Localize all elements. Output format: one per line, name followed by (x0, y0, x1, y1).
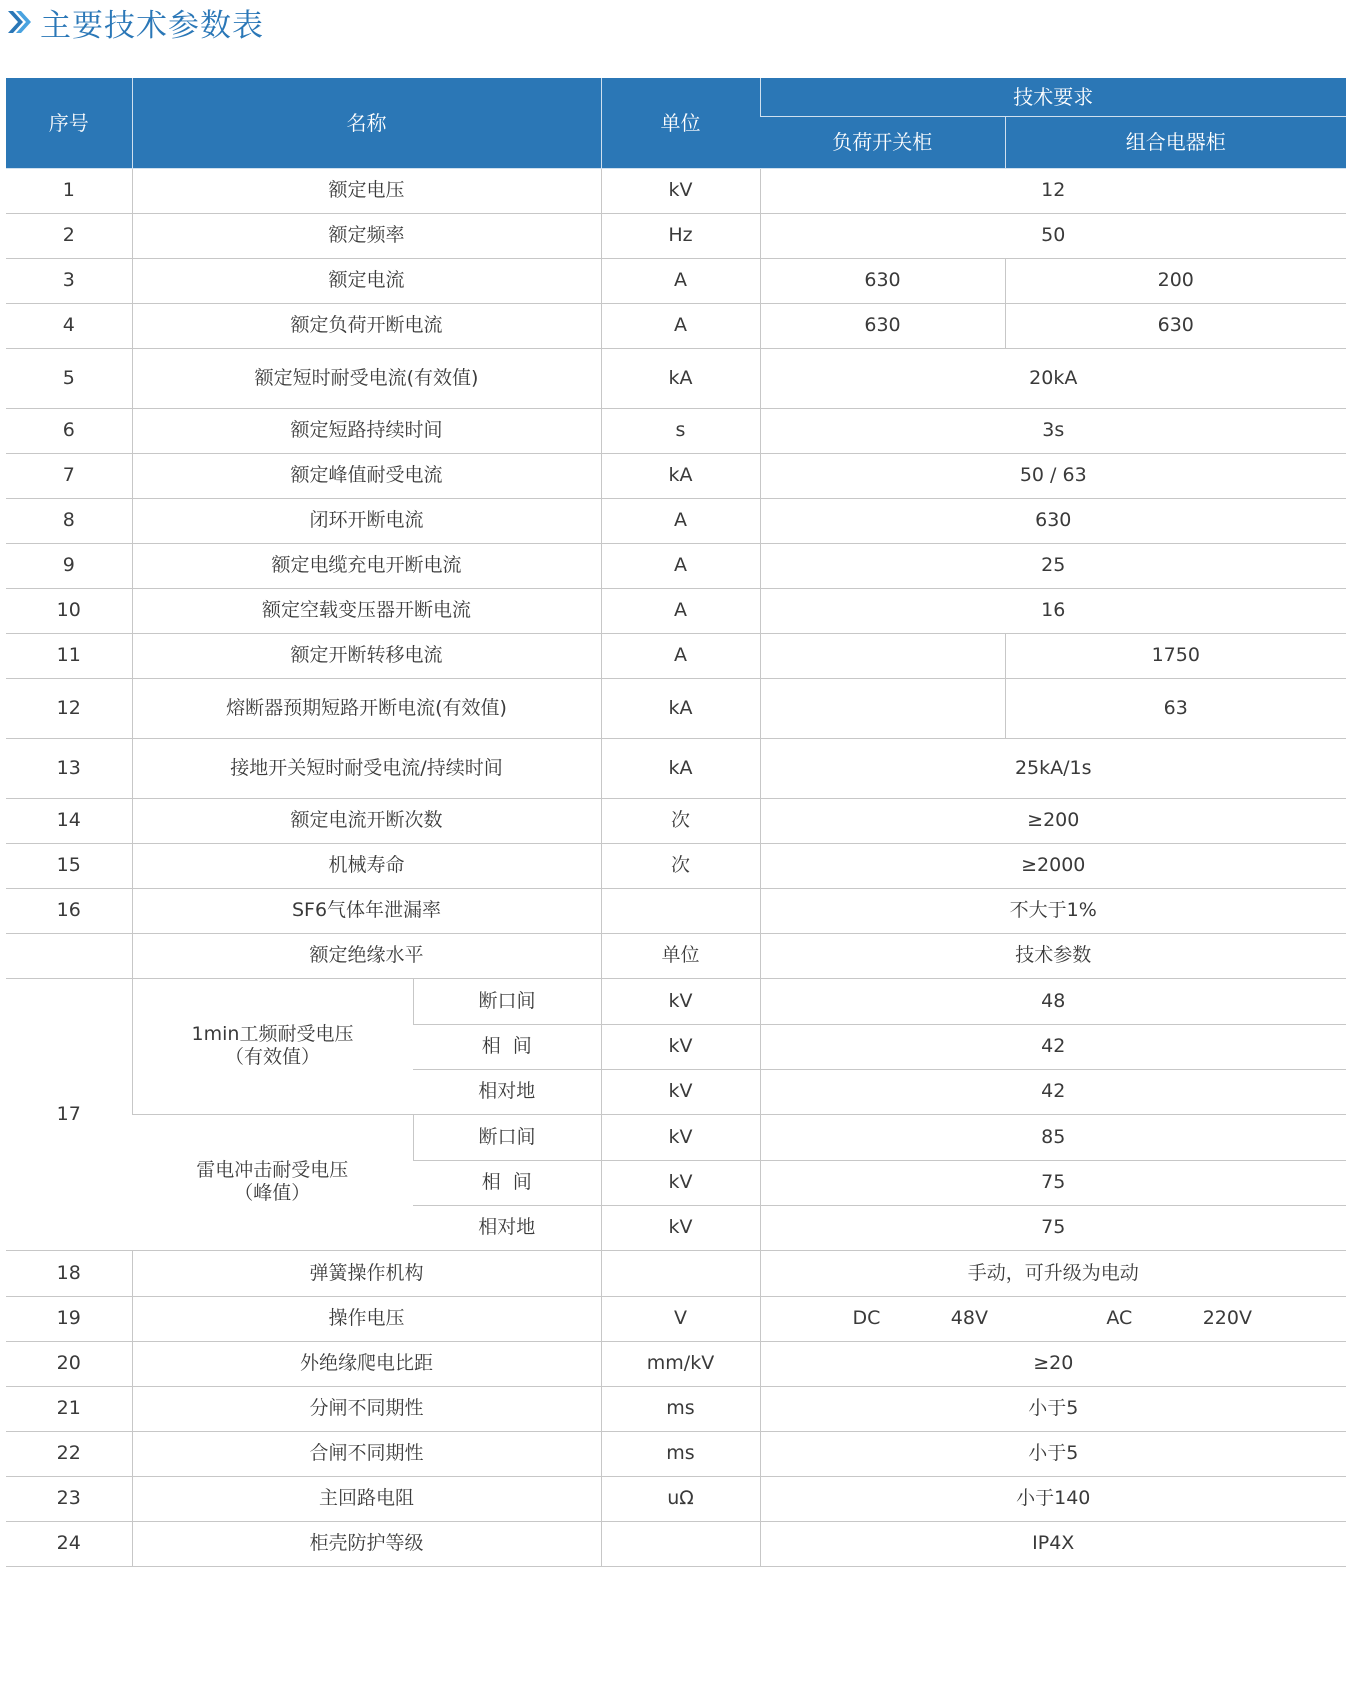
insulation-sub-label: 相对地 (413, 1205, 601, 1250)
row-number: 21 (6, 1386, 132, 1431)
table-row (6, 498, 1346, 543)
insulation-header-row (6, 933, 1346, 978)
param-value: 75 (760, 1160, 1346, 1205)
param-unit: ms (601, 1431, 760, 1476)
param-unit: kA (601, 348, 760, 408)
param-name: 额定电压 (132, 168, 601, 213)
row-number: 18 (6, 1250, 132, 1296)
param-name: 额定电流开断次数 (132, 798, 601, 843)
param-unit: kV (601, 1160, 760, 1205)
value-load-switch: 630 (760, 258, 1005, 303)
param-unit: uΩ (601, 1476, 760, 1521)
param-name: 额定短时耐受电流(有效值) (132, 348, 601, 408)
table-row (6, 258, 1346, 303)
param-name: 柜壳防护等级 (132, 1521, 601, 1566)
row-number: 22 (6, 1431, 132, 1476)
group-label-line1: 雷电冲击耐受电压 (196, 1159, 349, 1182)
header-name: 名称 (132, 78, 601, 168)
table-row (6, 168, 1346, 213)
row-number: 23 (6, 1476, 132, 1521)
param-unit: A (601, 498, 760, 543)
insulation-group-label (132, 978, 413, 1114)
param-value: 42 (760, 1024, 1346, 1069)
param-value: 3s (760, 408, 1346, 453)
dc-voltage: 48V (950, 1307, 988, 1330)
value-load-switch: 630 (760, 303, 1005, 348)
param-value: 50 / 63 (760, 453, 1346, 498)
row-number: 8 (6, 498, 132, 543)
table-row (6, 1250, 1346, 1296)
param-name: 主回路电阻 (132, 1476, 601, 1521)
row-number: 15 (6, 843, 132, 888)
insulation-sub-label: 相 间 (413, 1160, 601, 1205)
value-load-switch (760, 678, 1005, 738)
header-combo: 组合电器柜 (1005, 116, 1346, 168)
table-row (6, 348, 1346, 408)
param-value: 16 (760, 588, 1346, 633)
insulation-sub-label: 断口间 (413, 978, 601, 1024)
param-unit: kA (601, 678, 760, 738)
page-title: 主要技术参数表 (40, 7, 264, 44)
param-unit (601, 1250, 760, 1296)
table-row (6, 1341, 1346, 1386)
row-number-empty (6, 933, 132, 978)
param-name: 额定短路持续时间 (132, 408, 601, 453)
param-value: 手动，可升级为电动 (760, 1250, 1346, 1296)
param-name: 熔断器预期短路开断电流(有效值) (132, 678, 601, 738)
row-number: 5 (6, 348, 132, 408)
spec-table (6, 78, 1346, 1567)
param-unit: A (601, 633, 760, 678)
param-name: 额定电流 (132, 258, 601, 303)
param-name: 弹簧操作机构 (132, 1250, 601, 1296)
param-unit: kV (601, 978, 760, 1024)
value-combo: 63 (1005, 678, 1346, 738)
group-label-line2: （峰值） (234, 1182, 311, 1204)
param-unit: kA (601, 453, 760, 498)
param-value: 不大于1% (760, 888, 1346, 933)
insulation-sub-label: 断口间 (413, 1114, 601, 1160)
param-value: 小于5 (760, 1431, 1346, 1476)
row-number: 17 (6, 978, 132, 1250)
group-label-line2: （有效值） (224, 1046, 320, 1068)
row-number: 1 (6, 168, 132, 213)
insulation-unit-header: 单位 (601, 933, 760, 978)
param-unit: kA (601, 738, 760, 798)
row-number: 12 (6, 678, 132, 738)
value-combo: 1750 (1005, 633, 1346, 678)
param-unit: A (601, 258, 760, 303)
table-row (6, 1431, 1346, 1476)
dc-label: DC (852, 1307, 881, 1330)
insulation-row (6, 978, 1346, 1024)
param-unit: A (601, 303, 760, 348)
param-name: SF6气体年泄漏率 (132, 888, 601, 933)
param-value: 42 (760, 1069, 1346, 1114)
insulation-sub-label: 相对地 (413, 1069, 601, 1114)
row-number: 6 (6, 408, 132, 453)
table-row (6, 1296, 1346, 1341)
row-number: 20 (6, 1341, 132, 1386)
row-number: 16 (6, 888, 132, 933)
param-unit: 次 (601, 843, 760, 888)
param-value: 20kA (760, 348, 1346, 408)
param-value: 48 (760, 978, 1346, 1024)
param-value: ≥2000 (760, 843, 1346, 888)
value-combo: 630 (1005, 303, 1346, 348)
header-unit: 单位 (601, 78, 760, 168)
row-number: 4 (6, 303, 132, 348)
table-row (6, 1386, 1346, 1431)
param-name: 机械寿命 (132, 843, 601, 888)
param-value: 85 (760, 1114, 1346, 1160)
table-row (6, 408, 1346, 453)
param-value: 12 (760, 168, 1346, 213)
row-number: 9 (6, 543, 132, 588)
param-unit: s (601, 408, 760, 453)
table-row (6, 738, 1346, 798)
param-unit: kV (601, 1024, 760, 1069)
ac-label: AC (1106, 1307, 1133, 1330)
param-name: 闭环开断电流 (132, 498, 601, 543)
row-number: 13 (6, 738, 132, 798)
row-number: 10 (6, 588, 132, 633)
row-number: 19 (6, 1296, 132, 1341)
param-unit: mm/kV (601, 1341, 760, 1386)
row-number: 2 (6, 213, 132, 258)
param-value: 25kA/1s (760, 738, 1346, 798)
param-name: 额定峰值耐受电流 (132, 453, 601, 498)
param-value: ≥200 (760, 798, 1346, 843)
param-unit: Hz (601, 213, 760, 258)
value-load-switch (760, 633, 1005, 678)
param-name: 额定电缆充电开断电流 (132, 543, 601, 588)
table-row (6, 1476, 1346, 1521)
param-name: 外绝缘爬电比距 (132, 1341, 601, 1386)
table-row (6, 1521, 1346, 1566)
param-name: 操作电压 (132, 1296, 601, 1341)
op-voltage-group (761, 1307, 1347, 1330)
row-number: 11 (6, 633, 132, 678)
param-name: 额定开断转移电流 (132, 633, 601, 678)
title-bar (6, 2, 264, 42)
param-name: 额定频率 (132, 213, 601, 258)
op-voltage-values (760, 1296, 1346, 1341)
param-value: 75 (760, 1205, 1346, 1250)
param-unit (601, 888, 760, 933)
param-value: 50 (760, 213, 1346, 258)
header-tech: 技术要求 (760, 78, 1346, 116)
insulation-value-header: 技术参数 (760, 933, 1346, 978)
param-unit: kV (601, 1114, 760, 1160)
header-seq: 序号 (6, 78, 132, 168)
table-row (6, 213, 1346, 258)
param-unit: A (601, 588, 760, 633)
table-row (6, 798, 1346, 843)
table-row (6, 633, 1346, 678)
param-name: 接地开关短时耐受电流/持续时间 (132, 738, 601, 798)
row-number: 14 (6, 798, 132, 843)
param-name: 分闸不同期性 (132, 1386, 601, 1431)
param-value: ≥20 (760, 1341, 1346, 1386)
table-row (6, 303, 1346, 348)
param-value: 小于5 (760, 1386, 1346, 1431)
insulation-title: 额定绝缘水平 (132, 933, 601, 978)
table-row (6, 678, 1346, 738)
insulation-row (6, 1114, 1346, 1160)
param-unit: 次 (601, 798, 760, 843)
insulation-sub-label: 相 间 (413, 1024, 601, 1069)
table-row (6, 543, 1346, 588)
param-value: 小于140 (760, 1476, 1346, 1521)
param-name: 合闸不同期性 (132, 1431, 601, 1476)
ac-voltage: 220V (1202, 1307, 1252, 1330)
param-unit: kV (601, 168, 760, 213)
row-number: 24 (6, 1521, 132, 1566)
table-row (6, 588, 1346, 633)
double-chevron-icon (6, 9, 32, 35)
table-row (6, 843, 1346, 888)
param-unit (601, 1521, 760, 1566)
param-name: 额定负荷开断电流 (132, 303, 601, 348)
param-unit: A (601, 543, 760, 588)
param-unit: ms (601, 1386, 760, 1431)
header-load-switch: 负荷开关柜 (760, 116, 1005, 168)
param-value: 25 (760, 543, 1346, 588)
row-number: 3 (6, 258, 132, 303)
row-number: 7 (6, 453, 132, 498)
insulation-group-label (132, 1114, 413, 1250)
param-unit: kV (601, 1069, 760, 1114)
table-row (6, 888, 1346, 933)
group-label-line1: 1min工频耐受电压 (191, 1023, 354, 1046)
param-name: 额定空载变压器开断电流 (132, 588, 601, 633)
param-value: 630 (760, 498, 1346, 543)
param-unit: kV (601, 1205, 760, 1250)
param-value: IP4X (760, 1521, 1346, 1566)
param-unit: V (601, 1296, 760, 1341)
value-combo: 200 (1005, 258, 1346, 303)
table-row (6, 453, 1346, 498)
